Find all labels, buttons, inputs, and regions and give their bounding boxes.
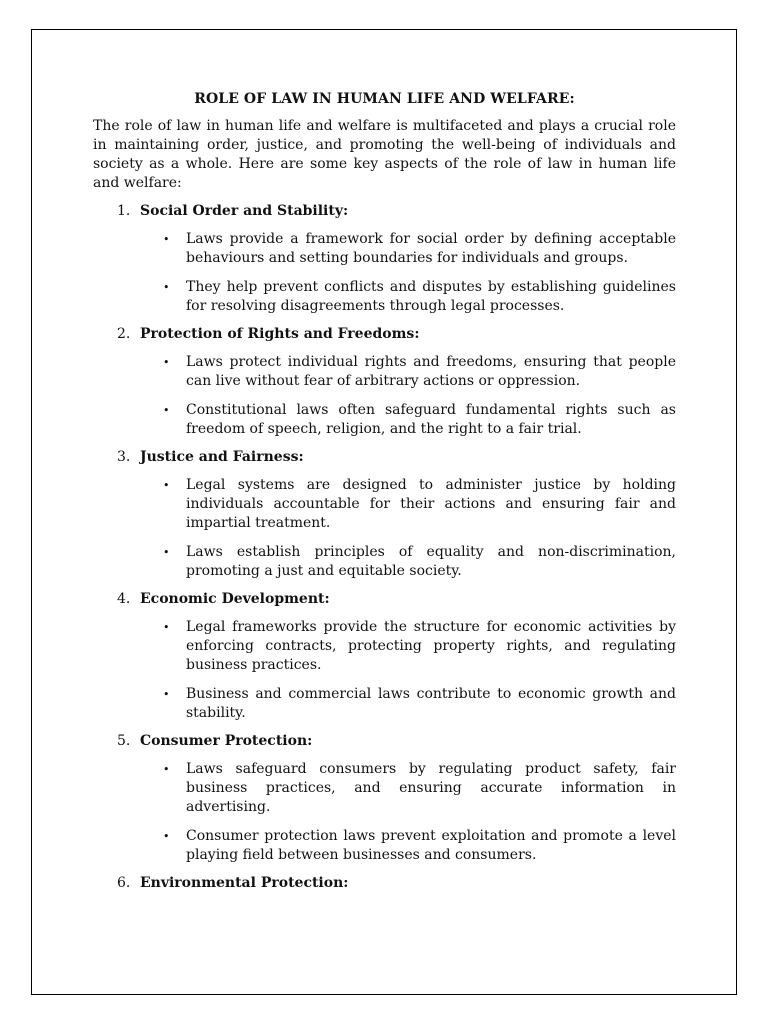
bullet-icon: •: [163, 546, 170, 559]
bullet-icon: •: [163, 621, 170, 634]
section-item: [93, 202, 676, 316]
bullet-item: [93, 230, 676, 268]
section-item: [93, 732, 676, 865]
section-heading: [93, 590, 676, 609]
section-list: [93, 202, 676, 893]
bullet-list: [93, 760, 676, 865]
bullet-text: Constitutional laws often safeguard fundamental rights such as freedom of speech, religion, and the right to a fair trial.: [186, 402, 676, 437]
intro-paragraph: The role of law in human life and welfare is multifaceted and plays a crucial role in maintaining order, justice, and promoting the well-being of individuals and society as a whole. Here are some key aspects of the role of law in human life and welfare:: [93, 118, 676, 191]
document-title: ROLE OF LAW IN HUMAN LIFE AND WELFARE:: [194, 91, 575, 107]
section-item: [93, 325, 676, 439]
bullet-text: Laws provide a framework for social order by defining acceptable behaviours and setting boundaries for individuals and groups.: [186, 231, 676, 266]
bullet-icon: •: [163, 830, 170, 843]
bullet-text: Legal systems are designed to administer justice by holding individuals accountable for their actions and ensuring fair and impartial treatment.: [186, 477, 676, 531]
section-number: 3.: [117, 449, 131, 465]
bullet-item: [93, 685, 676, 723]
section-heading-text: Justice and Fairness:: [140, 449, 304, 465]
section-heading: [93, 732, 676, 751]
bullet-text: They help prevent conflicts and disputes by establishing guidelines for resolving disagreements through legal processes.: [186, 279, 676, 314]
section-heading: [93, 202, 676, 221]
bullet-icon: •: [163, 479, 170, 492]
section-heading-text: Environmental Protection:: [140, 875, 349, 891]
bullet-text: Legal frameworks provide the structure for economic activities by enforcing contracts, protecting property rights, and regulating business practices.: [186, 619, 676, 673]
section-heading: [93, 325, 676, 344]
bullet-icon: •: [163, 404, 170, 417]
section-number: 5.: [117, 733, 131, 749]
bullet-item: [93, 278, 676, 316]
bullet-item: [93, 760, 676, 817]
bullet-list: [93, 353, 676, 439]
bullet-item: [93, 618, 676, 675]
section-heading: [93, 874, 676, 893]
section-number: 1.: [117, 203, 131, 219]
section-heading-text: Consumer Protection:: [140, 733, 313, 749]
section-heading-text: Protection of Rights and Freedoms:: [140, 326, 420, 342]
section-item: [93, 448, 676, 581]
bullet-list: [93, 618, 676, 723]
bullet-text: Laws safeguard consumers by regulating product safety, fair business practices, and ensuring accurate information in advertising.: [186, 761, 676, 815]
bullet-item: [93, 476, 676, 533]
bullet-item: [93, 353, 676, 391]
document-page: [31, 29, 737, 995]
section-heading-text: Social Order and Stability:: [140, 203, 349, 219]
bullet-icon: •: [163, 281, 170, 294]
bullet-item: [93, 543, 676, 581]
bullet-item: [93, 827, 676, 865]
bullet-icon: •: [163, 688, 170, 701]
bullet-icon: •: [163, 356, 170, 369]
document-content: [93, 90, 676, 902]
section-item: [93, 590, 676, 723]
bullet-icon: •: [163, 763, 170, 776]
bullet-item: [93, 401, 676, 439]
section-heading: [93, 448, 676, 467]
bullet-icon: •: [163, 233, 170, 246]
bullet-list: [93, 476, 676, 581]
bullet-text: Consumer protection laws prevent exploitation and promote a level playing field between businesses and consumers.: [186, 828, 676, 863]
section-number: 6.: [117, 875, 131, 891]
section-heading-text: Economic Development:: [140, 591, 330, 607]
section-number: 2.: [117, 326, 131, 342]
bullet-text: Laws protect individual rights and freedoms, ensuring that people can live without fear of arbitrary actions or oppression.: [186, 354, 676, 389]
bullet-list: [93, 230, 676, 316]
bullet-text: Laws establish principles of equality and non-discrimination, promoting a just and equitable society.: [186, 544, 676, 579]
section-item: [93, 874, 676, 893]
section-number: 4.: [117, 591, 131, 607]
bullet-text: Business and commercial laws contribute to economic growth and stability.: [186, 686, 676, 721]
